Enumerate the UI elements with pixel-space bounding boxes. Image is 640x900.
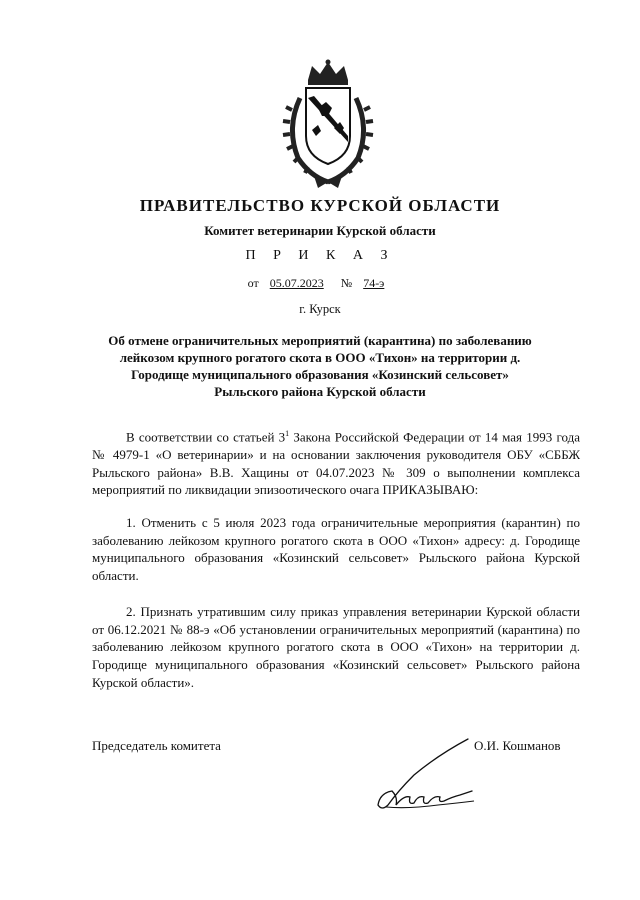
- government-title: ПРАВИТЕЛЬСТВО КУРСКОЙ ОБЛАСТИ: [139, 196, 501, 215]
- intro-text-b: Закона Российской Федерации от 14 мая 1993 года № 4979-1 «О ветеринарии» и на основании заключения руководителя ОБУ «СББЖ Рыльского района» В.В. Хащины от 04.07.2023 № 309 о выполнении комплекса мероприятий по ликвидации эпизоотического очага ПРИКАЗЫВАЮ:: [92, 429, 580, 498]
- signatory-name: О.И. Кошманов: [474, 738, 561, 753]
- number-prefix: №: [340, 276, 353, 290]
- handwritten-signature: [368, 735, 476, 813]
- coat-of-arms-emblem: [278, 58, 378, 190]
- date-prefix: от: [247, 276, 259, 290]
- intro-text-a: В соответствии со статьей 3: [126, 429, 286, 445]
- document-date: 05.07.2023: [269, 276, 324, 290]
- committee-name: Комитет ветеринарии Курской области: [204, 223, 436, 238]
- document-heading: Об отмене ограничительных мероприятий (карантина) по заболеванию лейкозом крупного рогатого скота в ООО «Тихон» на территории д. Городище муниципального образования «Козинский сельсовет» Рыльского района Курской области: [108, 333, 532, 399]
- intro-superscript: 1: [285, 429, 290, 438]
- document-number: 74-э: [363, 276, 385, 290]
- date-number-line: [0, 276, 640, 291]
- document-type: П Р И К А З: [245, 248, 395, 263]
- order-item-1: 1. Отменить с 5 июля 2023 года ограничительные мероприятия (карантин) по заболеванию лейкозом крупного рогатого скота в ООО «Тихон» адресу: д. Городище муниципального образования «Козинский сельсовет» Рыльского района Курской области.: [92, 515, 580, 584]
- city-name: г. Курск: [299, 302, 341, 316]
- order-item-2: 2. Признать утратившим силу приказ управления ветеринарии Курской области от 06.12.2021 № 88-э «Об установлении ограничительных мероприятий (карантина) по заболеванию лейкозом крупного рогатого скота в ООО «Тихон» на территории д. Городище муниципального образования «Козинский сельсовет» Рыльского района Курской области».: [92, 604, 580, 690]
- intro-paragraph: [92, 425, 580, 499]
- signatory-position: Председатель комитета: [92, 738, 221, 753]
